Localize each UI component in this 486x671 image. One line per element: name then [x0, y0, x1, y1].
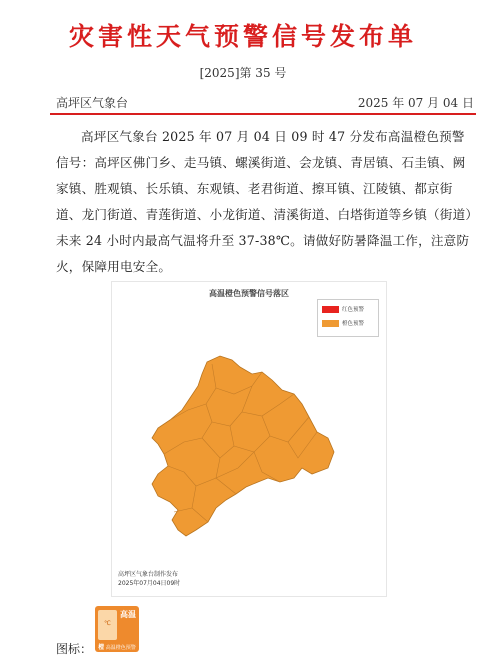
map-producer: [118, 570, 180, 588]
sign-level: 橙: [98, 644, 105, 651]
sign-footer: [95, 642, 139, 651]
warning-body-text: 高坪区气象台 2025 年 07 月 04 日 09 时 47 分发布高温橙色预警信号：高坪区佛门乡、走马镇、螺溪街道、会龙镇、青居镇、石圭镇、阙家镇、胜观镇、长乐镇、东观镇、老君街道、擦耳镇、江陵镇、都京街道、龙门街道、青莲街道、小龙街道、清溪街道、白塔街道等乡镇（街道）未来 24 小时内最高气温将升至 37-38℃。请做好防暑降温工作，注意防火，保障用电安全。: [56, 129, 472, 274]
map-producer-line: 高坪区气象台制作发布: [118, 571, 179, 578]
map-timestamp: 2025年07月04日09时: [118, 580, 181, 587]
document-title: 灾害性天气预警信号发布单: [68, 22, 417, 51]
district-map-svg: [112, 282, 388, 598]
legend-label-red: 红色预警: [342, 307, 365, 313]
sign-footer-text: 高温橙色预警: [105, 645, 136, 651]
sign-unit: ℃: [104, 620, 111, 627]
icon-label: 图标：: [56, 642, 93, 656]
document-number: [2025]第 35 号: [199, 66, 287, 80]
high-temperature-orange-warning-icon: [95, 606, 139, 652]
issuer: 高坪区气象台: [56, 96, 129, 110]
map-title: 高温橙色预警信号落区: [209, 289, 289, 298]
legend-label-orange: 橙色预警: [342, 321, 365, 327]
thermometer-icon: [98, 610, 117, 640]
issue-date: 2025 年 07 月 04 日: [357, 96, 474, 110]
header-divider: [50, 113, 476, 115]
sign-text: 高温: [120, 610, 136, 619]
warning-area-map: [111, 281, 387, 597]
